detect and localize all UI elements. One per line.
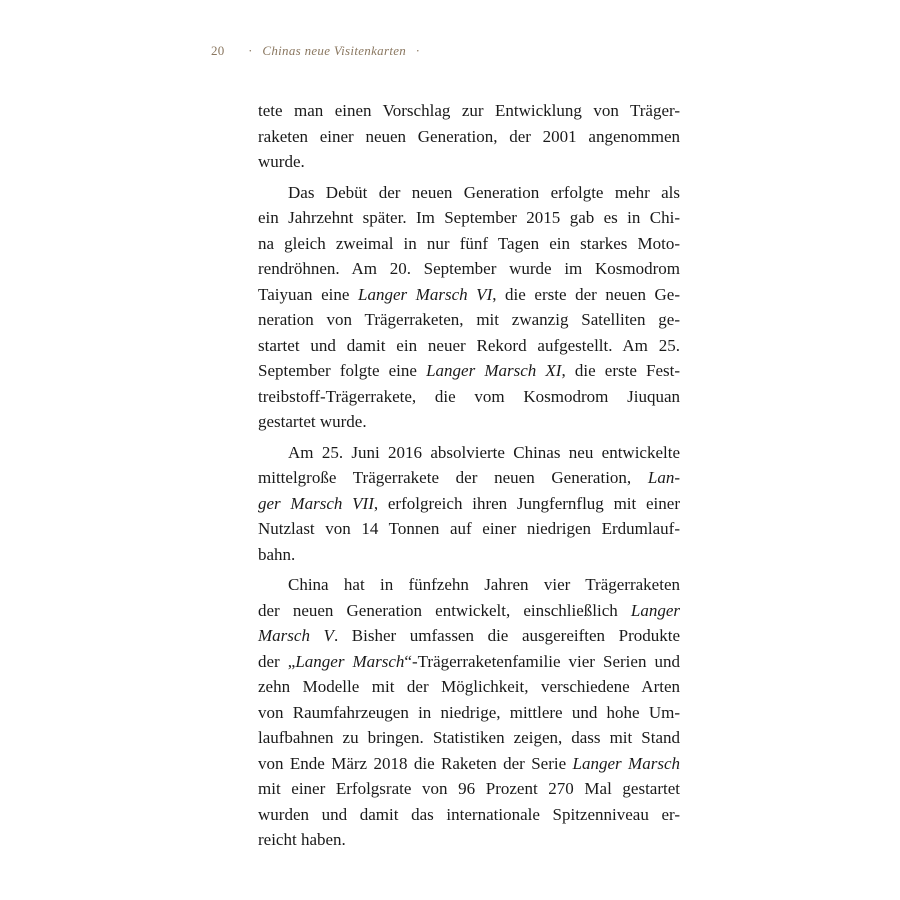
running-header xyxy=(211,43,426,59)
text-line: von Raumfahrzeugen in niedrige, mittlere und hohe Um- xyxy=(258,702,680,722)
italic-title: Langer Marsch xyxy=(295,651,405,671)
text-line: ger Marsch VII, erfolgreich ihren Jungfernflug mit einer xyxy=(258,493,680,513)
text-line: bahn. xyxy=(258,544,296,564)
text-line: gestartet wurde. xyxy=(258,412,367,431)
paragraph xyxy=(258,572,680,853)
italic-title: Lan- xyxy=(647,468,680,487)
text-line: tete man einen Vorschlag zur Entwicklung von Träger- xyxy=(258,101,680,120)
text-line: mittelgroße Trägerrakete der neuen Generation, Lan- xyxy=(258,468,680,487)
italic-title: Langer Marsch VI xyxy=(357,284,493,304)
italic-title: Marsch V xyxy=(258,626,334,645)
text-line: China hat in fünfzehn Jahren vier Trägerraketen xyxy=(288,575,680,594)
italic-title: Langer Marsch XI xyxy=(426,361,562,380)
text-line: ein Jahrzehnt später. Im September 2015 gab es in Chi- xyxy=(258,208,680,227)
text-line: der „Langer Marsch“-Trägerraketenfamilie vier Serien und xyxy=(258,651,680,671)
chapter-title: Chinas neue Visitenkarten xyxy=(262,43,407,58)
text-line: Taiyuan eine Langer Marsch VI, die erste der neuen Ge- xyxy=(258,284,680,304)
paragraph xyxy=(258,180,680,435)
paragraph xyxy=(258,440,680,568)
text-line: September folgte eine Langer Marsch XI, die erste Fest- xyxy=(258,361,681,380)
text-line: mit einer Erfolgsrate von 96 Prozent 270 Mal gestartet xyxy=(258,779,680,798)
text-line: laufbahnen zu bringen. Statistiken zeigen, dass mit Stand xyxy=(258,728,680,747)
italic-title: Langer xyxy=(630,600,680,620)
text-line: raketen einer neuen Generation, der 2001 angenommen xyxy=(258,126,680,146)
text-line: wurden und damit das internationale Spitzenniveau er- xyxy=(258,804,680,824)
header-bullet-right: · xyxy=(415,43,421,58)
header-bullet-left: · xyxy=(248,43,253,58)
text-line: wurde. xyxy=(258,152,305,171)
text-line: reicht haben. xyxy=(258,830,346,849)
text-line: der neuen Generation entwickelt, einschließlich Langer xyxy=(258,600,680,620)
paragraph xyxy=(258,98,680,175)
text-line: Das Debüt der neuen Generation erfolgte mehr als xyxy=(288,182,680,202)
text-line: von Ende März 2018 die Raketen der Serie Langer Marsch xyxy=(258,753,680,773)
italic-title: Langer Marsch xyxy=(572,753,680,773)
page-number: 20 xyxy=(211,43,225,58)
text-line: Marsch V. Bisher umfassen die ausgereiften Produkte xyxy=(258,626,681,645)
text-line: Am 25. Juni 2016 absolvierte Chinas neu entwickelte xyxy=(288,442,680,462)
body-text xyxy=(258,98,680,858)
text-line: Nutzlast von 14 Tonnen auf einer niedrigen Erdumlauf- xyxy=(258,519,680,538)
italic-title: ger Marsch VII xyxy=(258,493,374,513)
text-line: rendröhnen. Am 20. September wurde im Kosmodrom xyxy=(258,259,680,278)
text-line: startet und damit ein neuer Rekord aufgestellt. Am 25. xyxy=(258,335,680,355)
text-line: neration von Trägerraketen, mit zwanzig Satelliten ge- xyxy=(258,310,680,329)
text-line: treibstoff-Trägerrakete, die vom Kosmodrom Jiuquan xyxy=(258,386,680,406)
text-line: na gleich zweimal in nur fünf Tagen ein starkes Moto- xyxy=(258,233,680,253)
text-line: zehn Modelle mit der Möglichkeit, verschiedene Arten xyxy=(258,677,680,696)
